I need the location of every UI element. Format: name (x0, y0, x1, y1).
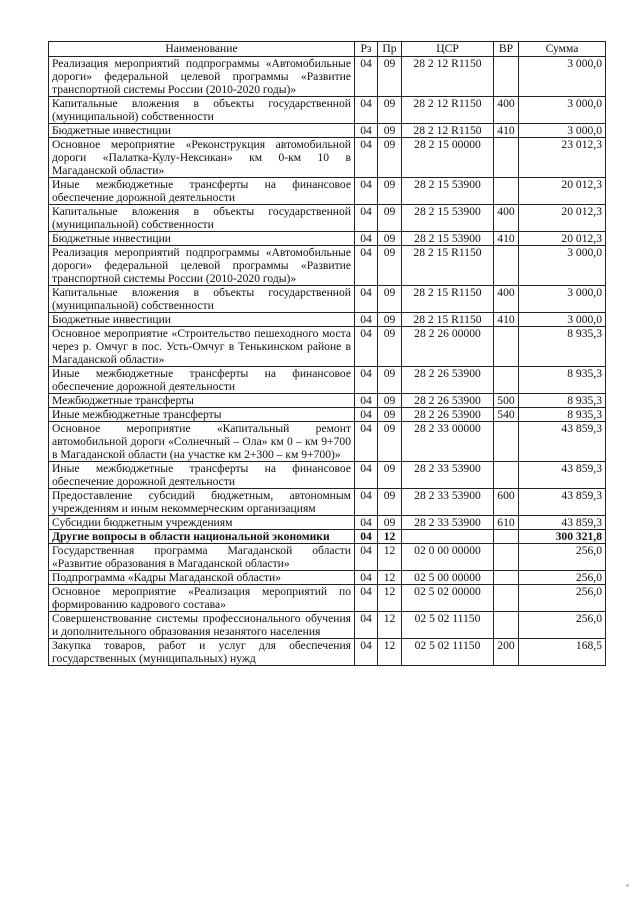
cell-vr (494, 530, 519, 544)
budget-table (48, 41, 606, 666)
cell-pr: 09 (378, 178, 402, 205)
cell-name: Предоставление субсидий бюджетным, автономным учреждениям и иным некоммерческим организациям (49, 489, 355, 516)
cell-pr: 12 (378, 544, 402, 571)
cell-vr (494, 612, 519, 639)
cell-pr: 12 (378, 612, 402, 639)
cell-pr: 09 (378, 327, 402, 367)
table-row (49, 530, 606, 544)
cell-pr: 09 (378, 367, 402, 394)
cell-rz: 04 (355, 516, 378, 530)
cell-rz: 04 (355, 530, 378, 544)
cell-sum: 8 935,3 (519, 327, 606, 367)
cell-name: Совершенствование системы профессионального обучения и дополнительного образования незанятого населения (49, 612, 355, 639)
cell-rz: 04 (355, 544, 378, 571)
cell-name: Капитальные вложения в объекты государственной (муниципальной) собственности (49, 205, 355, 232)
cell-name: Иные межбюджетные трансферты на финансовое обеспечение дорожной деятельности (49, 178, 355, 205)
cell-sum: 8 935,3 (519, 408, 606, 422)
cell-pr: 09 (378, 138, 402, 178)
cell-csr: 28 2 26 53900 (402, 394, 494, 408)
table-row (49, 57, 606, 97)
cell-rz: 04 (355, 489, 378, 516)
cell-name: Капитальные вложения в объекты государственной (муниципальной) собственности (49, 97, 355, 124)
cell-pr: 09 (378, 462, 402, 489)
cell-csr: 28 2 15 R1150 (402, 286, 494, 313)
table-row (49, 327, 606, 367)
table-row (49, 394, 606, 408)
cell-sum: 256,0 (519, 612, 606, 639)
cell-pr: 09 (378, 246, 402, 286)
cell-rz: 04 (355, 205, 378, 232)
cell-csr: 02 5 02 11150 (402, 612, 494, 639)
cell-name: Основное мероприятие «Капитальный ремонт автомобильной дороги «Солнечный – Ола» км 0 – км 9+700 в Магаданской области (на участке км 2+300 – км 9+700)» (49, 422, 355, 462)
cell-name: Бюджетные инвестиции (49, 313, 355, 327)
cell-csr: 28 2 12 R1150 (402, 97, 494, 124)
cell-rz: 04 (355, 97, 378, 124)
cell-sum: 43 859,3 (519, 422, 606, 462)
cell-pr: 09 (378, 394, 402, 408)
cell-csr: 28 2 15 R1150 (402, 313, 494, 327)
cell-name: Иные межбюджетные трансферты на финансовое обеспечение дорожной деятельности (49, 367, 355, 394)
cell-csr: 28 2 15 53900 (402, 178, 494, 205)
cell-csr: 28 2 15 R1150 (402, 246, 494, 286)
cell-sum: 256,0 (519, 571, 606, 585)
cell-name: Субсидии бюджетным учреждениям (49, 516, 355, 530)
cell-name: Закупка товаров, работ и услуг для обеспечения государственных (муниципальных) нужд (49, 639, 355, 666)
cell-pr: 09 (378, 97, 402, 124)
cell-vr (494, 462, 519, 489)
cell-name: Государственная программа Магаданской области «Развитие образования в Магаданской области» (49, 544, 355, 571)
cell-vr (494, 422, 519, 462)
cell-vr: 410 (494, 232, 519, 246)
cell-sum: 8 935,3 (519, 367, 606, 394)
cell-rz: 04 (355, 639, 378, 666)
table-row (49, 286, 606, 313)
cell-pr: 09 (378, 422, 402, 462)
header-row (49, 42, 606, 57)
cell-sum: 3 000,0 (519, 124, 606, 138)
cell-vr: 410 (494, 313, 519, 327)
cell-name: Основное мероприятие «Строительство пешеходного моста через р. Омчуг в пос. Усть-Омчуг в Тенькинском районе в Магаданской области» (49, 327, 355, 367)
cell-vr (494, 178, 519, 205)
cell-csr: 02 5 02 11150 (402, 639, 494, 666)
header-csr: ЦСР (402, 42, 494, 57)
cell-name: Другие вопросы в области национальной экономики (49, 530, 355, 544)
table-row (49, 489, 606, 516)
cell-rz: 04 (355, 178, 378, 205)
cell-sum: 300 321,8 (519, 530, 606, 544)
cell-pr: 09 (378, 516, 402, 530)
cell-sum: 3 000,0 (519, 97, 606, 124)
header-sum: Сумма (519, 42, 606, 57)
cell-sum: 256,0 (519, 544, 606, 571)
cell-sum: 43 859,3 (519, 462, 606, 489)
cell-vr (494, 246, 519, 286)
cell-rz: 04 (355, 286, 378, 313)
table-row (49, 97, 606, 124)
cell-sum: 256,0 (519, 585, 606, 612)
cell-sum: 8 935,3 (519, 394, 606, 408)
table-row (49, 232, 606, 246)
table-row (49, 612, 606, 639)
cell-sum: 43 859,3 (519, 516, 606, 530)
cell-pr: 09 (378, 286, 402, 313)
header-name: Наименование (49, 42, 355, 57)
cell-csr: 02 5 00 00000 (402, 571, 494, 585)
header-vr: ВР (494, 42, 519, 57)
table-row (49, 205, 606, 232)
cell-csr: 02 5 02 00000 (402, 585, 494, 612)
cell-pr: 12 (378, 530, 402, 544)
cell-pr: 12 (378, 585, 402, 612)
cell-vr: 610 (494, 516, 519, 530)
cell-rz: 04 (355, 138, 378, 178)
cell-csr: 28 2 33 53900 (402, 462, 494, 489)
table-row (49, 585, 606, 612)
cell-csr: 28 2 15 00000 (402, 138, 494, 178)
cell-name: Бюджетные инвестиции (49, 232, 355, 246)
cell-name: Реализация мероприятий подпрограммы «Автомобильные дороги» федеральной целевой программы «Развитие транспортной системы России (2010-2020 годы)» (49, 246, 355, 286)
cell-name: Капитальные вложения в объекты государственной (муниципальной) собственности (49, 286, 355, 313)
cell-csr: 28 2 26 53900 (402, 408, 494, 422)
header-rz: Рз (355, 42, 378, 57)
cell-pr: 12 (378, 571, 402, 585)
cell-csr: 02 0 00 00000 (402, 544, 494, 571)
cell-name: Иные межбюджетные трансферты на финансовое обеспечение дорожной деятельности (49, 462, 355, 489)
cell-vr (494, 138, 519, 178)
cell-rz: 04 (355, 57, 378, 97)
cell-vr (494, 544, 519, 571)
cell-sum: 3 000,0 (519, 246, 606, 286)
cell-vr (494, 327, 519, 367)
table-row (49, 246, 606, 286)
cell-sum: 23 012,3 (519, 138, 606, 178)
cell-rz: 04 (355, 422, 378, 462)
cell-sum: 3 000,0 (519, 57, 606, 97)
cell-pr: 09 (378, 205, 402, 232)
cell-vr: 540 (494, 408, 519, 422)
cell-rz: 04 (355, 585, 378, 612)
cell-rz: 04 (355, 246, 378, 286)
table-row (49, 138, 606, 178)
cell-rz: 04 (355, 408, 378, 422)
cell-rz: 04 (355, 367, 378, 394)
cell-pr: 09 (378, 313, 402, 327)
table-row (49, 544, 606, 571)
cell-csr (402, 530, 494, 544)
cell-vr: 400 (494, 97, 519, 124)
table-row (49, 178, 606, 205)
cell-pr: 12 (378, 639, 402, 666)
cell-rz: 04 (355, 232, 378, 246)
cell-csr: 28 2 15 53900 (402, 205, 494, 232)
cell-sum: 3 000,0 (519, 286, 606, 313)
cell-vr (494, 585, 519, 612)
cell-sum: 20 012,3 (519, 232, 606, 246)
cell-pr: 09 (378, 408, 402, 422)
cell-sum: 3 000,0 (519, 313, 606, 327)
table-row (49, 639, 606, 666)
cell-rz: 04 (355, 571, 378, 585)
cell-csr: 28 2 26 00000 (402, 327, 494, 367)
table-row (49, 462, 606, 489)
cell-rz: 04 (355, 124, 378, 138)
cell-name: Иные межбюджетные трансферты (49, 408, 355, 422)
cell-vr: 400 (494, 286, 519, 313)
cell-csr: 28 2 33 53900 (402, 516, 494, 530)
cell-csr: 28 2 12 R1150 (402, 124, 494, 138)
cell-vr: 600 (494, 489, 519, 516)
table-row (49, 367, 606, 394)
cell-sum: 20 012,3 (519, 205, 606, 232)
cell-pr: 09 (378, 489, 402, 516)
cell-rz: 04 (355, 327, 378, 367)
cell-csr: 28 2 33 53900 (402, 489, 494, 516)
cell-sum: 168,5 (519, 639, 606, 666)
cell-name: Основное мероприятие «Реализация мероприятий по формированию кадрового состава» (49, 585, 355, 612)
cell-vr: 200 (494, 639, 519, 666)
cell-vr: 500 (494, 394, 519, 408)
cell-csr: 28 2 26 53900 (402, 367, 494, 394)
cell-pr: 09 (378, 232, 402, 246)
table-row (49, 422, 606, 462)
table-row (49, 516, 606, 530)
cell-pr: 09 (378, 57, 402, 97)
cell-pr: 09 (378, 124, 402, 138)
table-row (49, 571, 606, 585)
cell-name: Реализация мероприятий подпрограммы «Автомобильные дороги» федеральной целевой программы «Развитие транспортной системы России (2010-2020 годы)» (49, 57, 355, 97)
cell-csr: 28 2 33 00000 (402, 422, 494, 462)
cell-csr: 28 2 15 53900 (402, 232, 494, 246)
scan-dot (626, 884, 629, 887)
cell-name: Подпрограмма «Кадры Магаданской области» (49, 571, 355, 585)
header-pr: Пр (378, 42, 402, 57)
cell-vr: 410 (494, 124, 519, 138)
table-row (49, 124, 606, 138)
cell-sum: 20 012,3 (519, 178, 606, 205)
cell-vr (494, 367, 519, 394)
cell-name: Межбюджетные трансферты (49, 394, 355, 408)
table-row (49, 313, 606, 327)
cell-vr (494, 571, 519, 585)
table-row (49, 408, 606, 422)
cell-rz: 04 (355, 313, 378, 327)
cell-name: Основное мероприятие «Реконструкция автомобильной дороги «Палатка-Кулу-Нексикан» км 0-км 10 в Магаданской области» (49, 138, 355, 178)
cell-vr: 400 (494, 205, 519, 232)
cell-vr (494, 57, 519, 97)
cell-rz: 04 (355, 462, 378, 489)
cell-csr: 28 2 12 R1150 (402, 57, 494, 97)
cell-rz: 04 (355, 394, 378, 408)
cell-sum: 43 859,3 (519, 489, 606, 516)
cell-rz: 04 (355, 612, 378, 639)
cell-name: Бюджетные инвестиции (49, 124, 355, 138)
